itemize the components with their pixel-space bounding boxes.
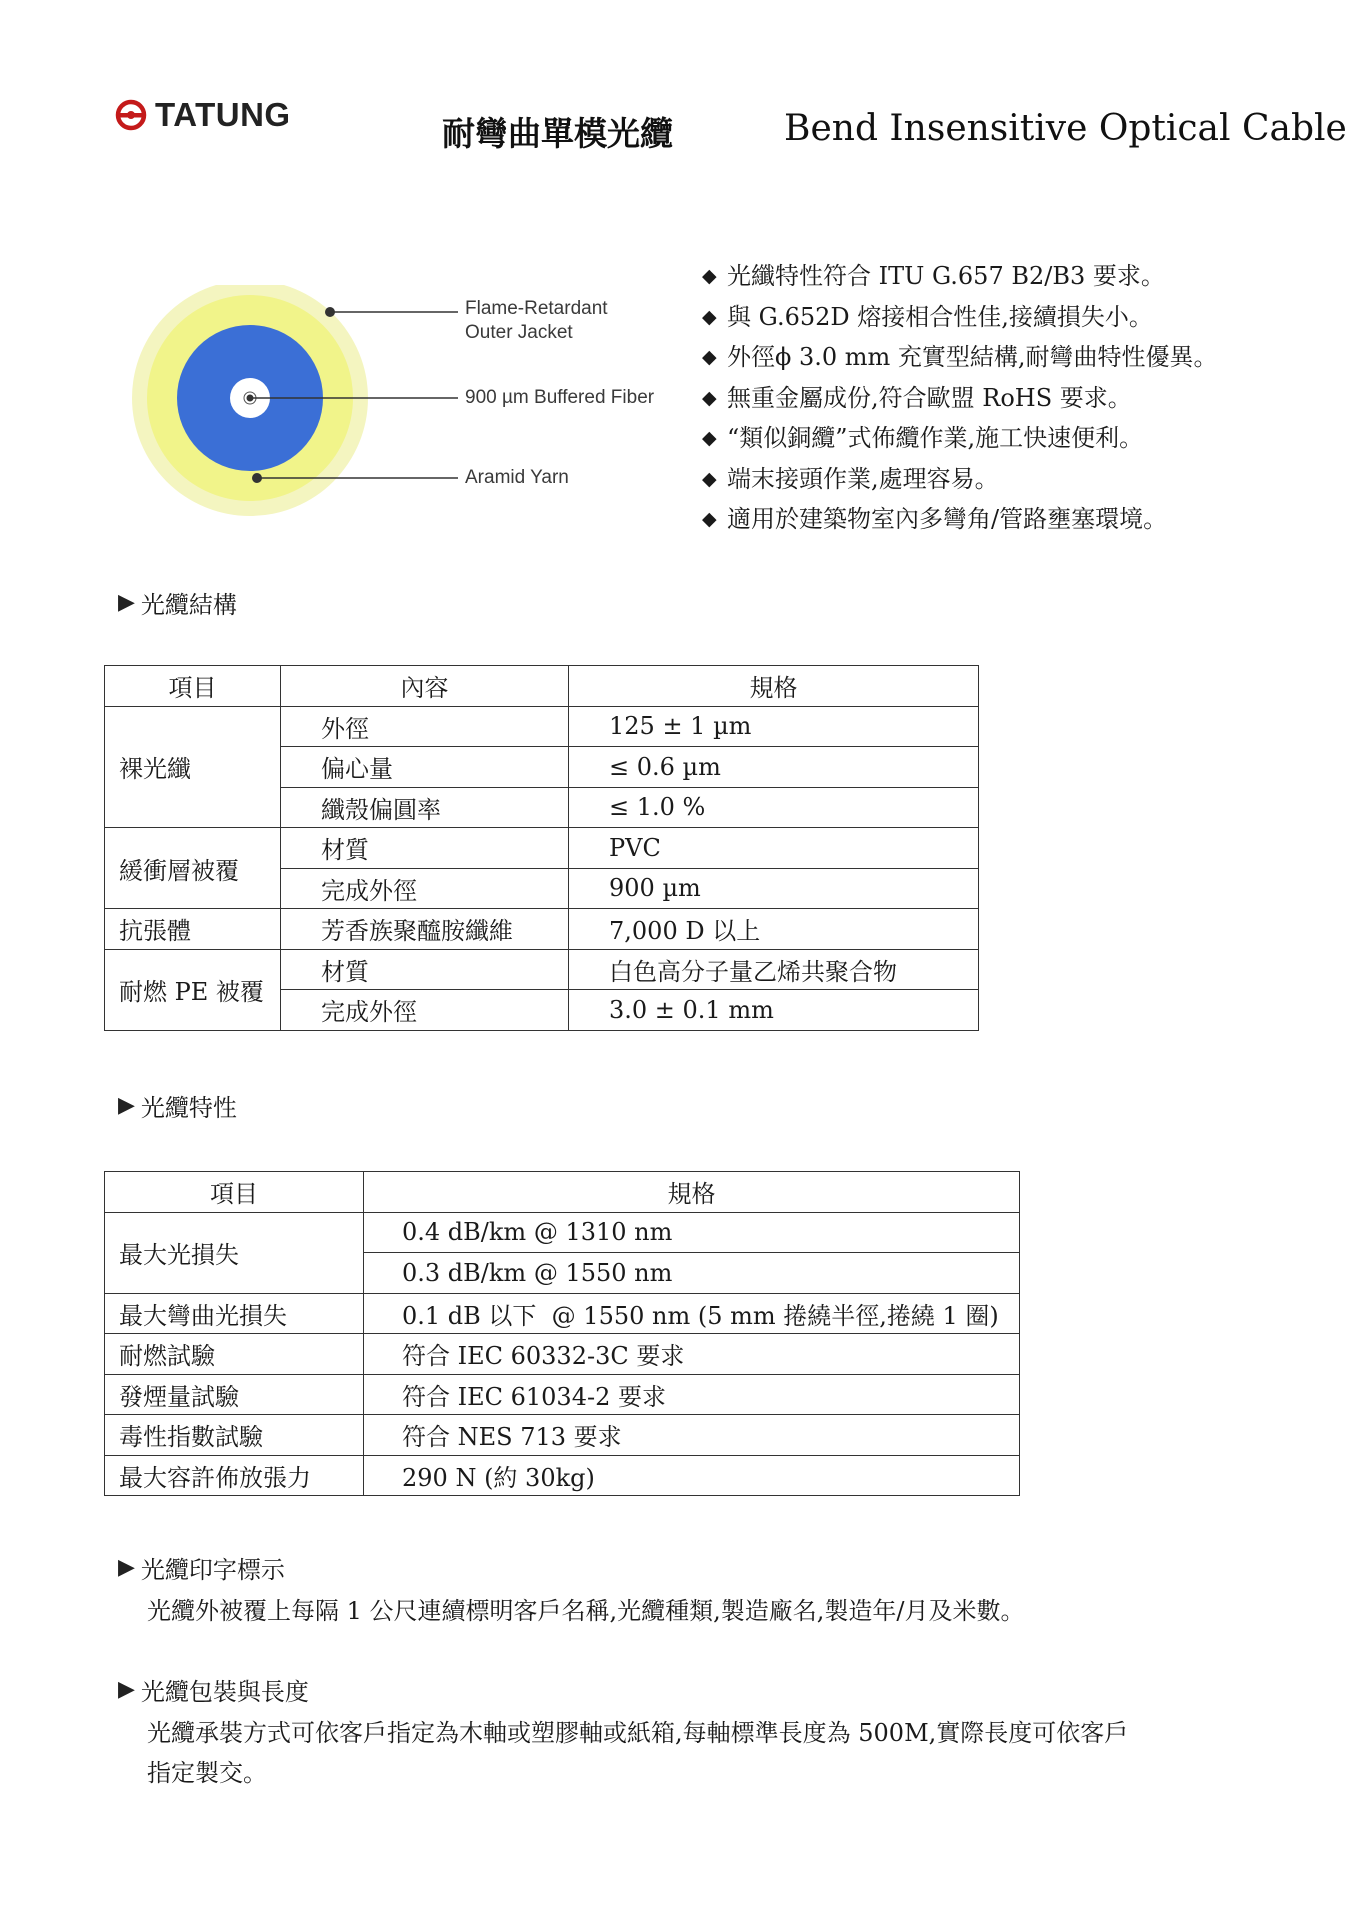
table-row xyxy=(105,909,979,950)
table-row xyxy=(105,1415,1020,1456)
cable-cross-section-diagram xyxy=(120,285,690,525)
table-cell: 纖殼偏圓率 xyxy=(281,787,569,828)
table-cell: 外徑 xyxy=(281,706,569,747)
label-outer-jacket: Flame-Retardant Outer Jacket xyxy=(465,298,608,343)
table-cell: 白色高分子量乙烯共聚合物 xyxy=(569,949,979,990)
table-cell: 0.3 dB/km @ 1550 nm xyxy=(364,1253,1020,1294)
triangle-marker-icon: ▶ xyxy=(118,1555,135,1580)
label-buffered-fiber: 900 µm Buffered Fiber xyxy=(465,387,655,408)
table-row xyxy=(105,1374,1020,1415)
diamond-bullet-icon: ◆ xyxy=(702,265,717,287)
diamond-bullet-icon: ◆ xyxy=(702,427,717,449)
table-row xyxy=(105,949,979,990)
table-cell: 偏心量 xyxy=(281,747,569,788)
label-aramid-yarn: Aramid Yarn xyxy=(465,467,569,488)
table-cell-item: 最大容許佈放張力 xyxy=(105,1455,364,1496)
feature-item: ◆ “類似銅纜”式佈纜作業,施工快速便利。 xyxy=(702,418,1342,459)
section-heading-marking: ▶ 光纜印字標示 xyxy=(118,1555,285,1584)
triangle-marker-icon: ▶ xyxy=(118,1093,135,1118)
table-cell: 7,000 D 以上 xyxy=(569,909,979,950)
packaging-line: 指定製交。 xyxy=(147,1759,267,1787)
table-cell-item: 發煙量試驗 xyxy=(105,1374,364,1415)
table-cell-item: 緩衝層被覆 xyxy=(105,828,281,909)
table-row xyxy=(105,1212,1020,1253)
feature-item: ◆ 適用於建築物室內多彎角/管路壅塞環境。 xyxy=(702,499,1342,540)
brand-logo xyxy=(115,96,291,134)
page-title-en: Bend Insensitive Optical Cable xyxy=(784,108,1347,149)
feature-item: ◆ 無重金屬成份,符合歐盟 RoHS 要求。 xyxy=(702,378,1342,419)
section-heading-structure: ▶ 光纜結構 xyxy=(118,590,237,619)
feature-item: ◆ 與 G.652D 熔接相合性佳,接續損失小。 xyxy=(702,297,1342,338)
structure-table xyxy=(104,665,979,1031)
table-cell: 3.0 ± 0.1 mm xyxy=(569,990,979,1031)
section-heading-properties: ▶ 光纜特性 xyxy=(118,1093,237,1122)
table-cell: ≤ 0.6 µm xyxy=(569,747,979,788)
triangle-marker-icon: ▶ xyxy=(118,590,135,615)
tatung-logo-icon xyxy=(115,99,147,131)
table-header-cell: 項目 xyxy=(105,666,281,707)
page-title-zh: 耐彎曲單模光纜 xyxy=(442,114,673,153)
table-row xyxy=(105,1293,1020,1334)
table-cell-item: 最大彎曲光損失 xyxy=(105,1293,364,1334)
table-cell-item: 毒性指數試驗 xyxy=(105,1415,364,1456)
properties-table xyxy=(104,1171,1020,1496)
packaging-line: 光纜承裝方式可依客戶指定為木軸或塑膠軸或紙箱,每軸標準長度為 500M,實際長度可依客戶 xyxy=(147,1719,1129,1747)
table-cell: 完成外徑 xyxy=(281,868,569,909)
table-cell: 材質 xyxy=(281,949,569,990)
diamond-bullet-icon: ◆ xyxy=(702,346,717,368)
table-cell: 符合 NES 713 要求 xyxy=(364,1415,1020,1456)
table-cell: 符合 IEC 61034-2 要求 xyxy=(364,1374,1020,1415)
table-cell: ≤ 1.0 % xyxy=(569,787,979,828)
table-cell: 0.1 dB 以下 @ 1550 nm (5 mm 捲繞半徑,捲繞 1 圈) xyxy=(364,1293,1020,1334)
table-cell: 0.4 dB/km @ 1310 nm xyxy=(364,1212,1020,1253)
feature-item: ◆ 光纖特性符合 ITU G.657 B2/B3 要求。 xyxy=(702,256,1342,297)
table-cell: 900 µm xyxy=(569,868,979,909)
diamond-bullet-icon: ◆ xyxy=(702,508,717,530)
table-header-row xyxy=(105,666,979,707)
table-row xyxy=(105,1334,1020,1375)
table-cell: 完成外徑 xyxy=(281,990,569,1031)
table-cell-item: 裸光纖 xyxy=(105,706,281,828)
table-header-row xyxy=(105,1172,1020,1213)
marking-paragraph: 光纜外被覆上每隔 1 公尺連續標明客戶名稱,光纜種類,製造廠名,製造年/月及米數。 xyxy=(147,1597,1025,1625)
table-cell-item: 耐燃試驗 xyxy=(105,1334,364,1375)
table-header-cell: 規格 xyxy=(569,666,979,707)
table-row xyxy=(105,828,979,869)
table-cell: PVC xyxy=(569,828,979,869)
table-header-cell: 規格 xyxy=(364,1172,1020,1213)
table-header-cell: 內容 xyxy=(281,666,569,707)
table-cell: 290 N (約 30kg) xyxy=(364,1455,1020,1496)
section-heading-packaging: ▶ 光纜包裝與長度 xyxy=(118,1677,309,1706)
feature-item: ◆ 端末接頭作業,處理容易。 xyxy=(702,459,1342,500)
packaging-paragraph xyxy=(147,1713,1247,1793)
feature-item: ◆ 外徑ϕ 3.0 mm 充實型結構,耐彎曲特性優異。 xyxy=(702,337,1342,378)
table-cell-item: 耐燃 PE 被覆 xyxy=(105,949,281,1030)
table-header-cell: 項目 xyxy=(105,1172,364,1213)
brand-name: TATUNG xyxy=(155,96,291,133)
diamond-bullet-icon: ◆ xyxy=(702,305,717,328)
table-cell-item: 抗張體 xyxy=(105,909,281,950)
table-row xyxy=(105,1455,1020,1496)
diamond-bullet-icon: ◆ xyxy=(702,386,717,409)
table-cell: 材質 xyxy=(281,828,569,869)
table-cell: 125 ± 1 µm xyxy=(569,706,979,747)
table-cell: 芳香族聚醯胺纖維 xyxy=(281,909,569,950)
table-row xyxy=(105,706,979,747)
triangle-marker-icon: ▶ xyxy=(118,1677,135,1702)
feature-list xyxy=(702,256,1342,540)
table-cell: 符合 IEC 60332-3C 要求 xyxy=(364,1334,1020,1375)
table-cell-item: 最大光損失 xyxy=(105,1212,364,1293)
diamond-bullet-icon: ◆ xyxy=(702,467,717,490)
